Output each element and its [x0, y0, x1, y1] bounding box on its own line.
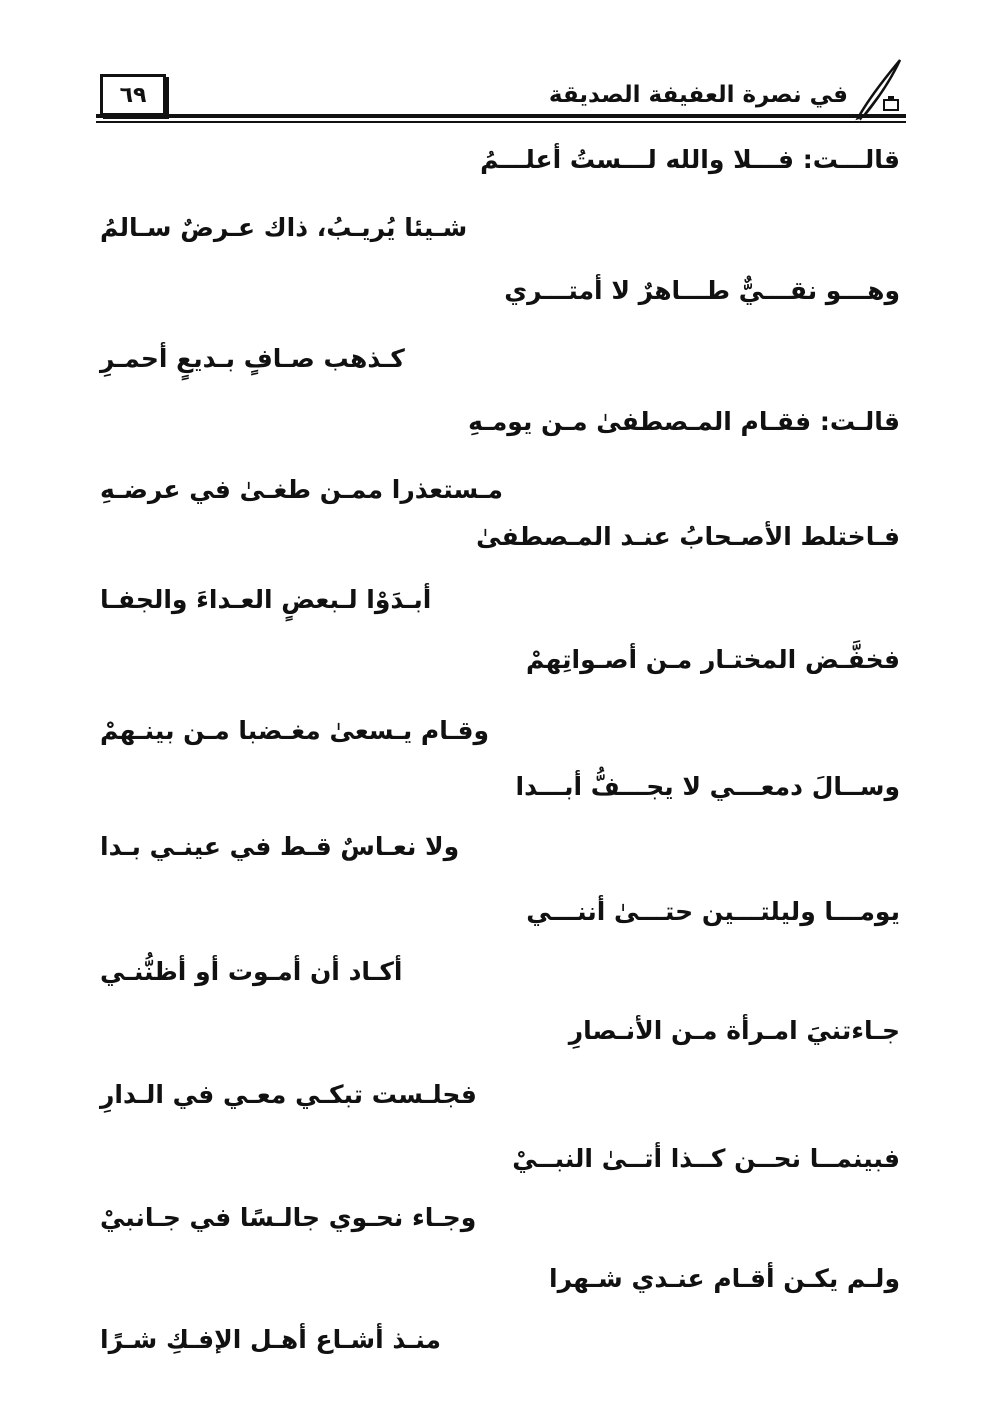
verse-2-second-hemistich: كـذهب صـافٍ بـديعٍ أحمـرِ	[100, 344, 405, 373]
verse-2-first-hemistich: وهـــو نقـــيٌّ طـــاهرٌ لا أمتـــري	[504, 276, 900, 305]
page-header	[96, 62, 906, 128]
verse-6-first-hemistich: وســالَ دمعـــي لا يجـــفُّ أبـــدا	[515, 772, 900, 801]
verse-10-second-hemistich: منـذ أشـاع أهـل الإفـكِ شـرًا	[100, 1325, 442, 1354]
verse-9-second-hemistich: وجـاء نحـوي جالـسًا في جـانبيْ	[100, 1203, 477, 1232]
verse-8-second-hemistich: فجلـست تبكـي معـي في الـدارِ	[100, 1080, 477, 1109]
verse-1-second-hemistich: شـيئا يُريـبُ، ذاك عـرضٌ سـالمُ	[100, 213, 468, 242]
verse-4-first-hemistich: فـاختلط الأصـحابُ عنـد المـصطفىٰ	[476, 522, 900, 551]
verse-7-first-hemistich: يومـــا وليلتـــين حتـــىٰ أننـــي	[526, 897, 900, 926]
page-number: ٦٩	[100, 74, 166, 116]
verse-10-first-hemistich: ولـم يكـن أقـام عنـدي شـهرا	[549, 1264, 900, 1293]
book-title: في نصرة العفيفة الصديقة	[548, 82, 848, 108]
verse-8-first-hemistich: جـاءتنيَ امـرأة مـن الأنـصارِ	[568, 1016, 900, 1045]
verse-9-first-hemistich: فبينمــا نحــن كــذا أتــىٰ النبــيْ	[512, 1144, 900, 1173]
verse-5-first-hemistich: فخفَّـض المختـار مـن أصـواتِهمْ	[526, 645, 900, 674]
verse-3-second-hemistich: مـستعذرا ممـن طغـىٰ في عرضـهِ	[100, 475, 503, 504]
verse-4-second-hemistich: أبـدَوْا لـبعضٍ العـداءَ والجفـا	[100, 585, 432, 614]
verse-7-second-hemistich: أكـاد أن أمـوت أو أظنُّنـي	[100, 957, 403, 986]
verse-5-second-hemistich: وقـام يـسعىٰ مغـضبا مـن بينـهمْ	[100, 716, 490, 745]
verse-6-second-hemistich: ولا نعـاسٌ قـط في عينـي بـدا	[100, 832, 460, 861]
header-rule-thick	[96, 114, 906, 118]
verse-1-first-hemistich: قالـــت: فـــلا والله لـــستُ أعلـــمُ	[480, 145, 900, 174]
header-rule-thin	[96, 121, 906, 123]
quill-inkwell-icon	[850, 56, 906, 122]
verse-3-first-hemistich: قالـت: فقـام المـصطفىٰ مـن يومـهِ	[468, 407, 900, 436]
